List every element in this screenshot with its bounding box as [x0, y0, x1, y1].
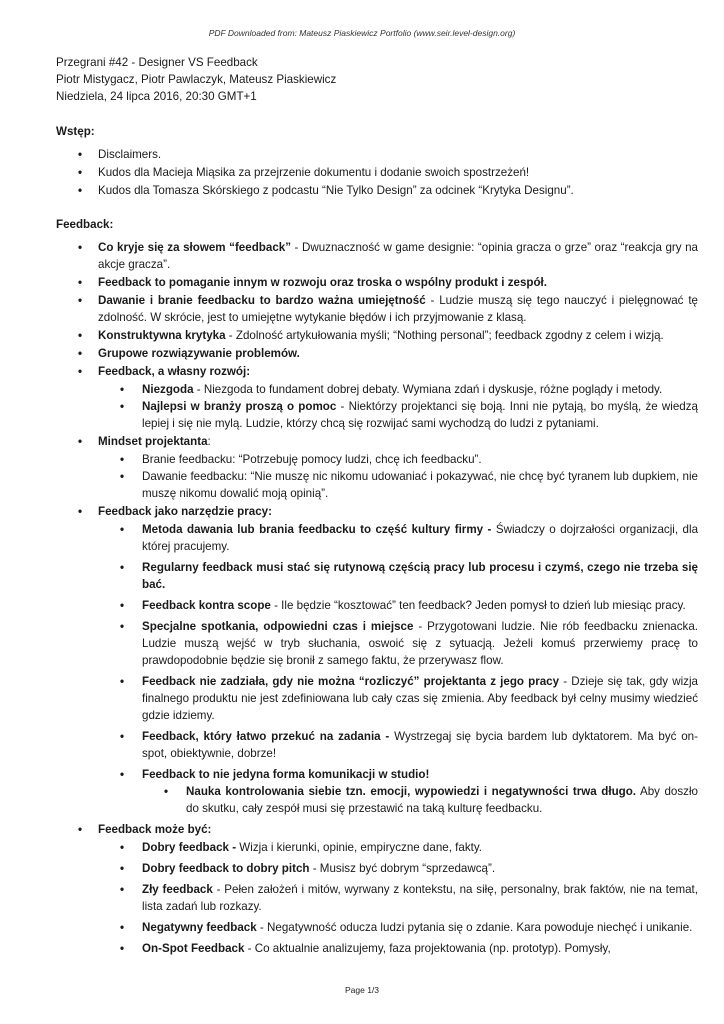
- list-item: [56, 239, 698, 273]
- list-item: [56, 274, 698, 291]
- list-item: [56, 821, 698, 957]
- item-text: :: [207, 435, 211, 448]
- item-bold: On-Spot Feedback: [142, 942, 245, 955]
- feedback-section: [56, 216, 698, 957]
- item-text: - Ludzie muszą się tego nauczyć i pielęgnować tę zdolność. W skrócie, jest to umiejętne wytykanie błędów i ich przyjmowanie z klasą.: [98, 294, 698, 324]
- sub-list-item: [98, 381, 698, 398]
- sub-list-item: [98, 839, 698, 856]
- item-text: Aby doszło do skutku, cały zespół musi się przestawić na taką kulturę feedbacku.: [186, 785, 698, 815]
- item-bold: Dobry feedback -: [142, 841, 237, 854]
- sub-list-item: • Dawanie feedbacku: “Nie muszę nic nikomu udowaniać i pokazywać, nie chcę być tyranem lub dupkiem, nie muszę nikomu dowalić moją opinią”.: [98, 468, 698, 502]
- sub-list-item: [98, 597, 698, 614]
- intro-heading: Wstęp:: [56, 125, 95, 138]
- item-bold: Metoda dawania lub brania feedbacku to część kultury firmy -: [142, 523, 492, 536]
- list-item: • Disclaimers.: [56, 146, 698, 163]
- item-text: - Niektórzy projektanci się boją. Inni nie pytają, bo myślą, że wiedzą lepiej i się nie mylą. Ludzie, którzy chcą się rozwijać sami wychodzą do ludzi z pytaniami.: [142, 400, 698, 430]
- sub-list: [98, 451, 698, 502]
- item-bold: Feedback może być:: [98, 823, 212, 836]
- document-meta: [56, 54, 698, 105]
- sub-list-item: [98, 919, 698, 936]
- list-item: [56, 345, 698, 362]
- item-text: - Zdolność artykułowania myśli; “Nothing personal”; feedback zgodny z celem i wizją.: [225, 329, 664, 342]
- item-bold: Dobry feedback to dobry pitch: [142, 862, 310, 875]
- item-bold: Dawanie i branie feedbacku to bardzo ważna umiejętność: [98, 294, 426, 307]
- item-text: - Przygotowani ludzie. Nie rób feedbacku znienacka. Ludzie muszą wejść w tryb słuchania, oswoić się z sytuacją. Jeżeli komuś przerwiemy pracę to prawdopodobnie będzie się bronił z samego faktu, że przerywasz flow.: [142, 620, 698, 667]
- sub-list: [98, 839, 698, 957]
- list-item: [56, 433, 698, 502]
- item-bold: Feedback to pomaganie innym w rozwoju oraz troska o wspólny produkt i zespół.: [98, 276, 548, 289]
- feedback-list: [56, 239, 698, 957]
- intro-list: [56, 146, 698, 199]
- pdf-download-header: PDF Downloaded from: Mateusz Piaskiewicz Portfolio (www.seir.level-design.org): [208, 28, 516, 38]
- item-bold: Co kryje się za słowem “feedback”: [98, 241, 292, 254]
- sub-list: [98, 521, 698, 817]
- sub-list-item: [98, 398, 698, 432]
- document-title: Przegrani #42 - Designer VS Feedback: [56, 56, 258, 69]
- sub-list-item: • Branie feedbacku: “Potrzebuję pomocy ludzi, chcę ich feedbacku”.: [98, 451, 698, 468]
- item-bold: Feedback jako narzędzie pracy:: [98, 505, 272, 518]
- sub-list-item: [98, 881, 698, 915]
- list-item: [56, 363, 698, 432]
- item-bold: Mindset projektanta: [98, 435, 208, 448]
- item-bold: Negatywny feedback: [142, 921, 257, 934]
- item-text: - Dwuznaczność w game designie: “opinia gracza o grze” oraz “reakcja gry na akcje gracza”.: [98, 241, 698, 271]
- item-bold: Niezgoda: [142, 383, 194, 396]
- item-text: Wystrzegaj się bycia bardem lub dyktatorem. Ma być on-spot, obiektywnie, dobrze!: [142, 730, 698, 760]
- sub-sub-list: [142, 783, 698, 817]
- document-date: Niedziela, 24 lipca 2016, 20:30 GMT+1: [56, 90, 257, 103]
- item-bold: Najlepsi w branży proszą o pomoc: [142, 400, 337, 413]
- document-authors: Piotr Mistygacz, Piotr Pawlaczyk, Mateusz Piaskiewicz: [56, 73, 337, 86]
- list-item: • Kudos dla Macieja Miąsika za przejrzenie dokumentu i dodanie swoich spostrzeżeń!: [56, 164, 698, 181]
- list-item: • Kudos dla Tomasza Skórskiego z podcastu “Nie Tylko Design” za odcinek “Krytyka Designu”.: [56, 182, 698, 199]
- item-text: - Dzieje się tak, gdy wizja finalnego produktu nie jest zdefiniowana lub cały czas się zmienia. Aby feedback był celny musimy wiedzieć gdzie idziemy.: [142, 675, 698, 722]
- list-item: [56, 327, 698, 344]
- sub-list-item: [98, 860, 698, 877]
- sub-list-item: [98, 940, 698, 957]
- sub-list-item: [98, 766, 698, 817]
- item-text: - Ile będzie “kosztować” ten feedback? Jeden pomysł to dzień lub miesiąc pracy.: [270, 599, 686, 612]
- sub-list-item: [98, 559, 698, 593]
- intro-section: [56, 123, 698, 199]
- item-bold: Zły feedback: [142, 883, 213, 896]
- page-number: Page 1/3: [344, 985, 380, 995]
- item-text: - Niezgoda to fundament dobrej debaty. Wymiana zdań i dyskusje, różne poglądy i metody.: [193, 383, 663, 396]
- sub-list-item: [98, 673, 698, 724]
- sub-list-item: [98, 618, 698, 669]
- item-text: - Co aktualnie analizujemy, faza projektowania (np. prototyp). Pomysły,: [244, 942, 611, 955]
- item-text: Wizja i kierunki, opinie, empiryczne dane, fakty.: [236, 841, 483, 854]
- sub-list: [98, 381, 698, 432]
- item-bold: Nauka kontrolowania siebie tzn. emocji, wypowiedzi i negatywności trwa długo.: [186, 785, 637, 798]
- item-bold: Feedback, a własny rozwój:: [98, 365, 251, 378]
- sub-sub-list-item: [142, 783, 698, 817]
- sub-list-item: [98, 728, 698, 762]
- document-body: [56, 54, 698, 961]
- list-item: [56, 503, 698, 817]
- item-bold: Grupowe rozwiązywanie problemów.: [98, 347, 300, 360]
- sub-list-item: [98, 521, 698, 555]
- item-bold: Feedback, który łatwo przekuć na zadania -: [142, 730, 390, 743]
- feedback-heading: Feedback:: [56, 218, 114, 231]
- item-bold: Specjalne spotkania, odpowiedni czas i miejsce: [142, 620, 414, 633]
- item-text: - Pełen założeń i mitów, wyrwany z kontekstu, na siłę, personalny, brak faktów, nie na temat, lista zadań lub rozkazy.: [142, 883, 698, 913]
- item-bold: Feedback nie zadziała, gdy nie można “rozliczyć” projektanta z jego pracy: [142, 675, 560, 688]
- list-item: [56, 292, 698, 326]
- item-bold: Konstruktywna krytyka: [98, 329, 226, 342]
- item-text: Świadczy o dojrzałości organizacji, dla której pracujemy.: [142, 523, 699, 553]
- item-bold: Regularny feedback musi stać się rutynową częścią pracy lub procesu i czymś, czego nie trzeba się bać.: [142, 561, 698, 591]
- item-text: - Musisz być dobrym “sprzedawcą”.: [309, 862, 496, 875]
- item-bold: Feedback kontra scope: [142, 599, 271, 612]
- item-text: - Negatywność oducza ludzi pytania się o zdanie. Kara powoduje niechęć i unikanie.: [256, 921, 693, 934]
- item-bold: Feedback to nie jedyna forma komunikacji w studio!: [142, 768, 430, 781]
